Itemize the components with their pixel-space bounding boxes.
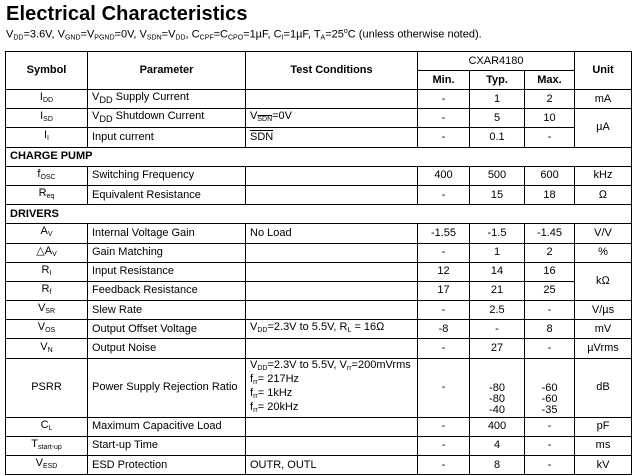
max-cell: 2 [525,243,575,262]
symbol-cell: $V_N$ [6,339,88,358]
max-cell: 10 [525,109,575,128]
parameter-cell: Maximum Capacitive Load [88,417,246,436]
header-part-number: CXAR4180 [418,52,575,71]
unit-cell: V/µs [575,301,632,320]
symbol-cell: PSRR [6,358,88,417]
table-row [6,358,632,417]
typ-cell: 1 [470,243,525,262]
table-row [6,262,632,281]
unit-cell: V/V [575,224,632,243]
typ-cell: 400 [470,417,525,436]
min-cell: - [418,185,470,204]
typ-line: -80 [489,392,505,405]
unit-cell: dB [575,358,632,417]
typ-cell: 8 [470,456,525,475]
unit-cell: mV [575,320,632,339]
unit-cell: % [575,243,632,262]
test-condition-cell [246,128,418,147]
section-row [6,147,632,166]
max-cell: - [525,339,575,358]
typ-cell: 5 [470,109,525,128]
typ-cell: 21 [470,281,525,300]
typ-cell [470,358,525,417]
parameter-cell: Output Noise [88,339,246,358]
max-cell [525,358,575,417]
page-title: Electrical Characteristics [6,3,248,25]
table-row [6,301,632,320]
unit-cell: ms [575,436,632,455]
typ-line: -80 [489,381,505,394]
condition-line: $f_{rr}= 20kHz$ [250,400,299,414]
min-cell: - [418,358,470,417]
parameter-cell: Internal Voltage Gain [88,224,246,243]
max-cell: - [525,128,575,147]
table-row [6,128,632,147]
unit-cell: mA [575,90,632,109]
max-cell: 8 [525,320,575,339]
unit-cell: kV [575,456,632,475]
table-row [6,436,632,455]
header-min: Min. [418,71,470,90]
table-row [6,166,632,185]
table-row [6,281,632,300]
parameter-cell: $V_{DD}$ Shutdown Current [88,109,246,128]
typ-cell: 500 [470,166,525,185]
section-heading: DRIVERS [6,205,632,224]
test-condition-cell [246,358,418,417]
header-test-conditions: Test Conditions [246,52,418,90]
parameter-cell: Equivalent Resistance [88,185,246,204]
overlined-condition: $V_{\overline{SDN}}=0V$ [250,110,293,124]
parameter-cell: Slew Rate [88,301,246,320]
section-heading: CHARGE PUMP [6,147,632,166]
max-cell: 25 [525,281,575,300]
typ-cell: 27 [470,339,525,358]
max-cell: - [525,417,575,436]
parameter-cell: Output Offset Voltage [88,320,246,339]
table-row [6,320,632,339]
table-row [6,185,632,204]
symbol-cell: $V_{OS}$ [6,320,88,339]
symbol-cell: $I_{DD}$ [6,90,88,109]
typ-cell: -1.5 [470,224,525,243]
header-max: Max. [525,71,575,90]
typ-cell: 15 [470,185,525,204]
table-row [6,90,632,109]
test-condition-cell: OUTR, OUTL [246,456,418,475]
min-cell: 400 [418,166,470,185]
parameter-cell: Switching Frequency [88,166,246,185]
symbol-cell: $V_{ESD}$ [6,456,88,475]
min-cell: - [418,456,470,475]
test-conditions-note: $V_{DD}=3.6V$, $V_{GND}=V_{PGND}=0V$, $V_{SDN}=V_{DD}$, $C_{CPF}=C_{CPO}=1\mu F$, $C_I=1\mu F$, $T_A=25^oC$ (unless otherwise noted). [6,28,482,42]
typ-cell: 4 [470,436,525,455]
test-condition-cell [246,417,418,436]
min-cell: - [418,339,470,358]
symbol-cell: $V_{SR}$ [6,301,88,320]
test-condition-cell: No Load [246,224,418,243]
unit-cell: µVrms [575,339,632,358]
min-cell: - [418,243,470,262]
section-row [6,205,632,224]
min-cell: - [418,436,470,455]
test-condition-cell [246,301,418,320]
unit-cell: kHz [575,166,632,185]
header-symbol: Symbol [6,52,88,90]
typ-cell: 14 [470,262,525,281]
table-row [6,224,632,243]
overlined-condition: SDN [250,130,274,143]
max-cell: - [525,456,575,475]
min-cell: - [418,417,470,436]
test-condition-cell [246,166,418,185]
min-cell: 17 [418,281,470,300]
table-row [6,243,632,262]
parameter-cell: Input current [88,128,246,147]
symbol-cell: $R_I$ [6,262,88,281]
test-condition-cell [246,262,418,281]
parameter-cell: Power Supply Rejection Ratio [88,358,246,417]
parameter-cell: $V_{DD}$ Supply Current [88,90,246,109]
unit-cell: pF [575,417,632,436]
max-cell: 2 [525,90,575,109]
min-cell: - [418,301,470,320]
min-cell: 12 [418,262,470,281]
min-cell: - [418,128,470,147]
test-condition-cell [246,109,418,128]
symbol-cell: $A_V$ [6,224,88,243]
unit-cell: kΩ [575,262,632,300]
electrical-characteristics-table [5,51,632,475]
test-condition-cell [246,281,418,300]
condition-line: $f_{rr}= 1kHz$ [250,386,293,400]
parameter-cell: Feedback Resistance [88,281,246,300]
parameter-cell: ESD Protection [88,456,246,475]
table-row [6,456,632,475]
parameter-cell: Start-up Time [88,436,246,455]
symbol-cell: $R_f$ [6,281,88,300]
max-cell: 16 [525,262,575,281]
condition-line: $f_{rr}= 217Hz$ [250,372,300,386]
unit-cell: Ω [575,185,632,204]
test-condition-cell [246,90,418,109]
min-cell: -8 [418,320,470,339]
test-condition-cell [246,243,418,262]
typ-cell: 1 [470,90,525,109]
max-line: -60 [541,381,558,394]
min-cell: - [418,90,470,109]
table-row [6,339,632,358]
typ-cell: 0.1 [470,128,525,147]
symbol-cell: $T_{start-up}$ [6,436,88,455]
max-cell: - [525,301,575,320]
max-cell: - [525,436,575,455]
parameter-cell: Input Resistance [88,262,246,281]
typ-cell: 2.5 [470,301,525,320]
test-condition-cell: $V_{DD}=2.3V$ to 5.5V, $R_L$ = 16Ω [246,320,418,339]
typ-cell: - [470,320,525,339]
typ-line: -40 [489,403,505,416]
min-cell: -1.55 [418,224,470,243]
min-cell: - [418,109,470,128]
test-condition-cell [246,185,418,204]
max-cell: 600 [525,166,575,185]
max-cell: -1.45 [525,224,575,243]
unit-cell: µA [575,109,632,147]
table-row [6,417,632,436]
test-condition-cell [246,436,418,455]
header-unit: Unit [575,52,632,90]
symbol-cell: $R_{eq}$ [6,185,88,204]
parameter-cell: Gain Matching [88,243,246,262]
symbol-cell: $I_I$ [6,128,88,147]
symbol-cell: $\triangle A_V$ [6,243,88,262]
max-cell: 18 [525,185,575,204]
symbol-cell: $I_{SD}$ [6,109,88,128]
header-parameter: Parameter [88,52,246,90]
condition-line: $V_{DD}=2.3V$ to 5.5V, $V_{rr}=200mVrms$ [250,358,411,372]
symbol-cell: $C_L$ [6,417,88,436]
max-line: -35 [541,403,558,416]
table-body [6,90,632,475]
symbol-cell: $f_{OSC}$ [6,166,88,185]
max-line: -60 [541,392,558,405]
header-typ: Typ. [470,71,525,90]
table-row [6,109,632,128]
test-condition-cell [246,339,418,358]
